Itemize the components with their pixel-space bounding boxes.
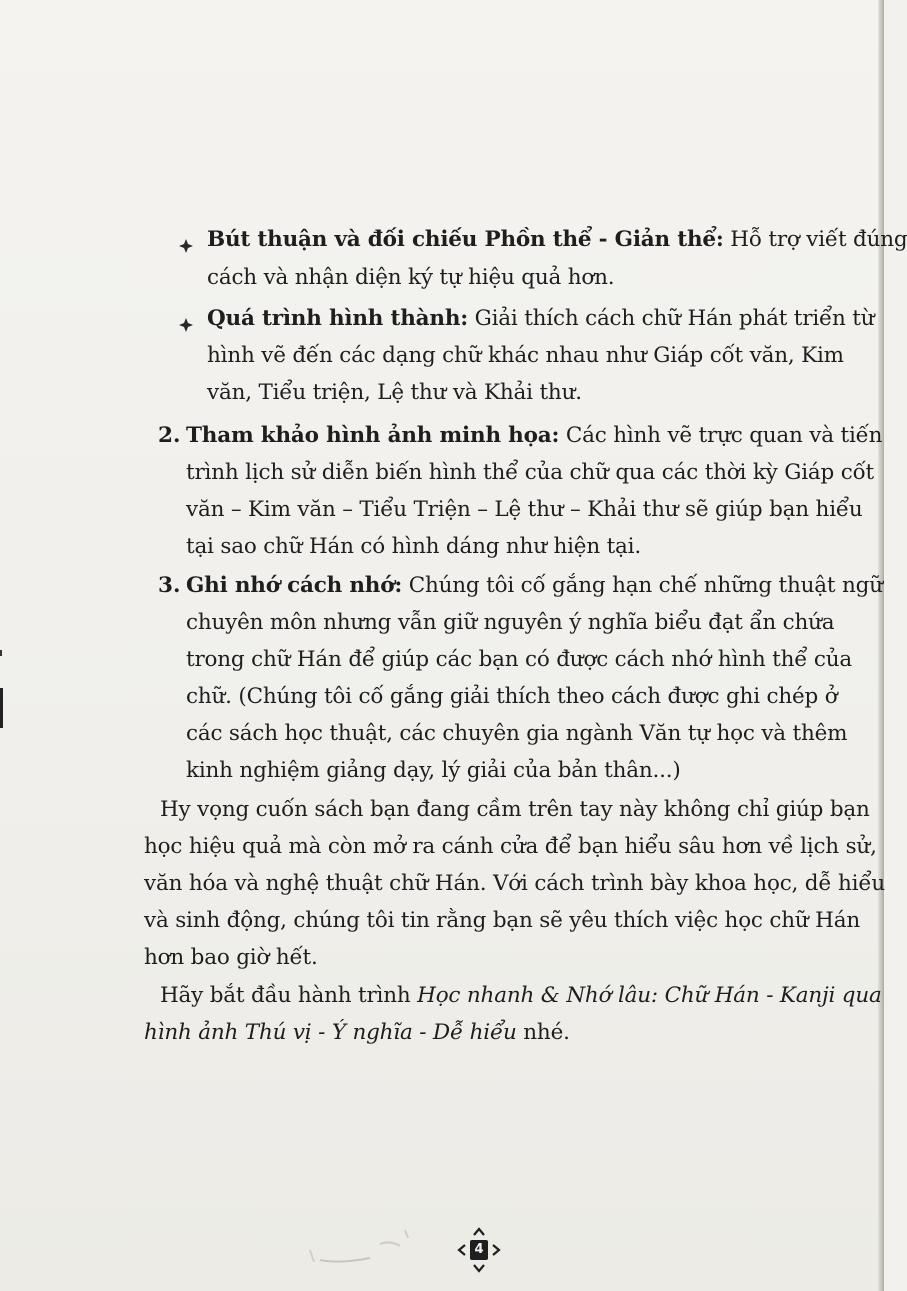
item-3-line-2: chuyên môn nhưng vẫn giữ nguyên ý nghĩa biểu đạt ẩn chứa	[186, 610, 835, 635]
item-2-line-3: văn – Kim văn – Tiểu Triện – Lệ thư – Khải thư sẽ giúp bạn hiểu	[186, 497, 863, 522]
paragraph-1-line-4: và sinh động, chúng tôi tin rằng bạn sẽ yêu thích việc học chữ Hán	[144, 908, 860, 933]
item-2-line-2: trình lịch sử diễn biến hình thể của chữ qua các thời kỳ Giáp cốt	[186, 460, 874, 485]
item-2-title: Tham khảo hình ảnh minh họa:	[186, 423, 560, 448]
paragraph-2-line-1: Hãy bắt đầu hành trình Học nhanh & Nhớ lâu: Chữ Hán - Kanji qua	[160, 983, 882, 1008]
paragraph-1-line-2: học hiệu quả mà còn mở ra cánh cửa để bạn hiểu sâu hơn về lịch sử,	[144, 834, 877, 859]
item-2-line-4: tại sao chữ Hán có hình dáng như hiện tại.	[186, 534, 641, 559]
page-number: 4	[470, 1240, 488, 1260]
paragraph-1-line-5: hơn bao giờ hết.	[144, 945, 318, 970]
item-3-line-3: trong chữ Hán để giúp các bạn có được cách nhớ hình thể của	[186, 647, 853, 672]
bullet-2-line-1: Quá trình hình thành: Giải thích cách chữ Hán phát triển từ	[207, 306, 875, 331]
item-3-line-6: kinh nghiệm giảng dạy, lý giải của bản thân...)	[186, 758, 681, 783]
item-3-line-1: Ghi nhớ cách nhớ: Chúng tôi cố gắng hạn chế những thuật ngữ	[186, 573, 883, 598]
bullet-2-line-3: văn, Tiểu triện, Lệ thư và Khải thư.	[207, 380, 582, 405]
book-title-part-2: hình ảnh Thú vị - Ý nghĩa - Dễ hiểu	[144, 1020, 517, 1045]
decorative-brush-strokes	[300, 1222, 450, 1272]
item-2-number: 2.	[158, 423, 181, 448]
bullet-1-line-1: Bút thuận và đối chiếu Phồn thể - Giản thể: Hỗ trợ viết đúng	[207, 227, 907, 252]
paragraph-2-line-2: hình ảnh Thú vị - Ý nghĩa - Dễ hiểu nhé.	[144, 1020, 570, 1045]
item-3-number: 3.	[158, 573, 181, 598]
bullet-1-line-2: cách và nhận diện ký tự hiệu quả hơn.	[207, 265, 615, 290]
item-2-line-1: Tham khảo hình ảnh minh họa: Các hình vẽ trực quan và tiến	[186, 423, 883, 448]
binding-mark	[0, 688, 3, 728]
bullet-1-title: Bút thuận và đối chiếu Phồn thể - Giản thể:	[207, 227, 724, 252]
bullet-2-line-2: hình vẽ đến các dạng chữ khác nhau như Giáp cốt văn, Kim	[207, 343, 844, 368]
bullet-2-title: Quá trình hình thành:	[207, 306, 468, 331]
page-number-badge	[456, 1226, 502, 1274]
item-3-title: Ghi nhớ cách nhớ:	[186, 573, 403, 598]
book-title-part-1: Học nhanh & Nhớ lâu: Chữ Hán - Kanji qua	[417, 983, 882, 1008]
item-3-line-5: các sách học thuật, các chuyên gia ngành Văn tự học và thêm	[186, 721, 848, 746]
page-edge-shadow	[878, 0, 884, 1291]
diamond-bullet-icon	[179, 239, 193, 253]
paragraph-1-line-3: văn hóa và nghệ thuật chữ Hán. Với cách trình bày khoa học, dễ hiểu	[144, 871, 886, 896]
paragraph-1-line-1: Hy vọng cuốn sách bạn đang cầm trên tay này không chỉ giúp bạn	[160, 797, 870, 822]
item-3-line-4: chữ. (Chúng tôi cố gắng giải thích theo cách được ghi chép ở	[186, 684, 838, 709]
binding-mark	[0, 650, 2, 656]
diamond-bullet-icon	[179, 318, 193, 332]
